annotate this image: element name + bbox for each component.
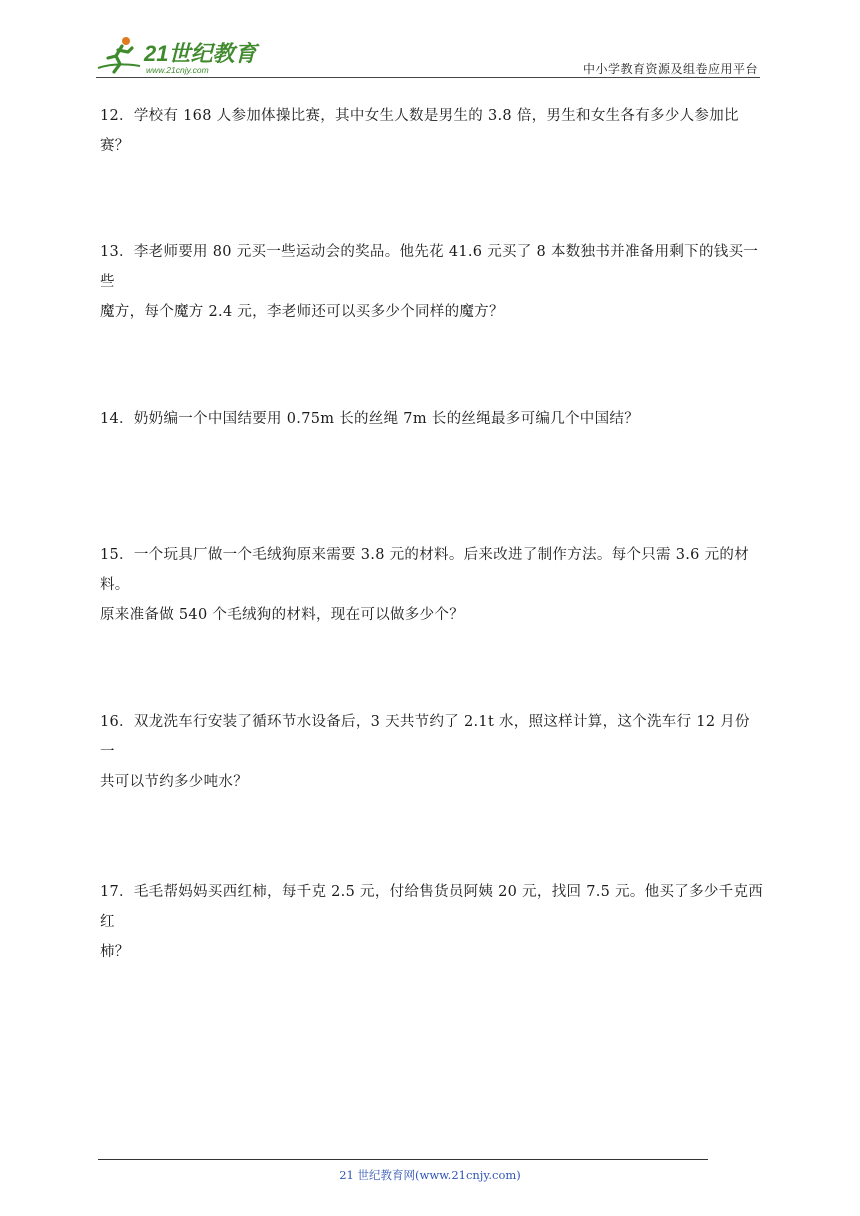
question-14 xyxy=(100,404,764,434)
question-line: 柿？ xyxy=(100,944,130,960)
question-15 xyxy=(100,540,764,630)
site-logo xyxy=(96,34,266,76)
question-line: 14．奶奶编一个中国结要用 0.75m 长的丝绳 7m 长的丝绳最多可编几个中国结？ xyxy=(100,411,639,427)
question-12 xyxy=(100,101,764,161)
platform-label: 中小学教育资源及组卷应用平台 xyxy=(582,62,758,76)
footer-divider xyxy=(98,1159,708,1160)
question-line: 13．李老师要用 80 元买一些运动会的奖品。他先花 41.6 元买了 8 本数独书并准备用剩下的钱买一些 xyxy=(100,244,759,290)
question-line: 12．学校有 168 人参加体操比赛，其中女生人数是男生的 3.8 倍，男生和女生各有多少人参加比赛？ xyxy=(100,108,739,154)
question-line: 17．毛毛帮妈妈买西红柿，每千克 2.5 元，付给售货员阿姨 20 元，找回 7.5 元。他买了多少千克西红 xyxy=(100,884,764,930)
header-divider xyxy=(96,77,760,78)
page-header xyxy=(96,30,760,78)
question-17 xyxy=(100,877,764,967)
logo-url: www.21cnjy.com xyxy=(146,65,209,75)
question-line: 16．双龙洗车行安装了循环节水设备后，3 天共节约了 2.1t 水，照这样计算，这个洗车行 12 月份一 xyxy=(100,714,750,760)
question-13 xyxy=(100,237,764,327)
footer-source: 21 世纪教育网(www.21cnjy.com) xyxy=(339,1168,521,1182)
question-line: 共可以节约多少吨水？ xyxy=(100,774,248,790)
question-line: 魔方，每个魔方 2.4 元，李老师还可以买多少个同样的魔方？ xyxy=(100,304,504,320)
runner-icon xyxy=(98,37,140,72)
question-line: 15．一个玩具厂做一个毛绒狗原来需要 3.8 元的材料。后来改进了制作方法。每个只需 3.6 元的材料。 xyxy=(100,547,750,593)
question-16 xyxy=(100,707,764,797)
question-line: 原来准备做 540 个毛绒狗的材料，现在可以做多少个？ xyxy=(100,607,464,623)
logo-text: 21世纪教育 xyxy=(144,41,257,66)
